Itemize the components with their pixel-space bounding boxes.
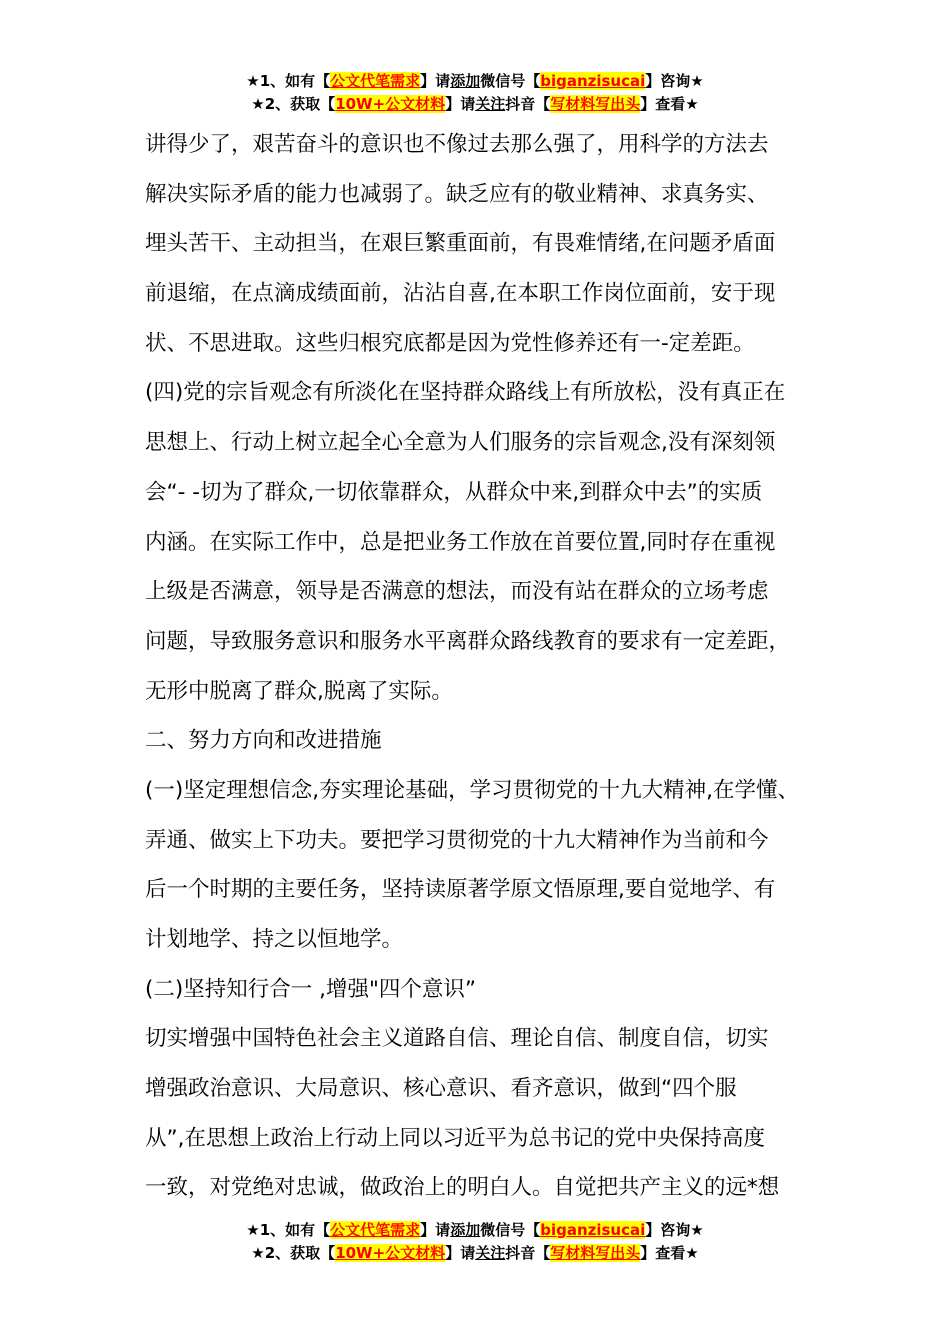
text-line: 一致，对党绝对忠诚，做政治上的明白人。自觉把共产主义的远*想	[145, 1175, 780, 1201]
text-line: 讲得少了，艰苦奋斗的意识也不像过去那么强了，用科学的方法去	[145, 132, 769, 157]
banner-line-1	[0, 70, 950, 93]
banner-text: 】请	[445, 95, 476, 113]
underlined-add: 添加	[450, 1221, 481, 1239]
highlight-wechat-id: biganzisucai	[540, 1221, 646, 1239]
banner-text: 抖音【	[505, 95, 551, 113]
text-line: 解决实际矛盾的能力也减弱了。缺乏应有的敬业精神、求真务实、	[145, 181, 769, 207]
text-line: 思想上、行动上树立起全心全意为人们服务的宗旨观念,没有深刻领	[145, 430, 776, 456]
underlined-add: 添加	[450, 72, 481, 90]
text-line: 切实增强中国特色社会主义道路自信、理论自信、制度自信，切实	[145, 1026, 769, 1052]
text-line: 会“- -切为了群众,一切依靠群众，从群众中来,到群众中去”的实质	[145, 479, 763, 505]
text-line: 前退缩，在点滴成绩面前，沾沾自喜,在本职工作岗位面前，安于现	[145, 281, 776, 307]
subsection-heading-1: (一)坚定理想信念,夯实理论基础，学习贯彻党的十九大精神,在学懂、	[145, 777, 799, 803]
banner-text: ★2、获取【	[251, 1244, 336, 1262]
text-line: 状、不思进取。这些归根究底都是因为党性修养还有一-定差距。	[145, 330, 755, 356]
underlined-follow: 关注	[475, 95, 506, 113]
banner-text: 】请	[420, 72, 451, 90]
banner-text: 】请	[445, 1244, 476, 1262]
banner-text: 】咨询★	[645, 1221, 704, 1239]
text-line: 内涵。在实际工作中，总是把业务工作放在首要位置,同时存在重视	[145, 529, 776, 555]
section-heading-4: (四)党的宗旨观念有所淡化在坚持群众路线上有所放松，没有真正在	[145, 380, 786, 406]
banner-text: 】请	[420, 1221, 451, 1239]
underlined-follow: 关注	[475, 1244, 506, 1262]
text-line: 问题，导致服务意识和服务水平离群众路线教育的要求有一定差距，	[145, 628, 791, 654]
footer-banner	[0, 1219, 950, 1265]
highlight-service-need: 公文代笔需求	[330, 72, 421, 90]
section-heading-2: 二、努力方向和改进措施	[145, 728, 382, 754]
header-banner	[0, 70, 950, 116]
banner-text: 】查看★	[640, 95, 699, 113]
banner-text: ★2、获取【	[251, 95, 336, 113]
text-line: 增强政治意识、大局意识、核心意识、看齐意识，做到“四个服	[145, 1076, 737, 1102]
banner-text: 微信号【	[480, 1221, 541, 1239]
document-body	[145, 120, 835, 1213]
banner-text: 】咨询★	[645, 72, 704, 90]
highlight-douyin-account: 写材料写出头	[550, 95, 641, 113]
text-line: 上级是否满意，领导是否满意的想法，而没有站在群众的立场考虑	[145, 579, 769, 605]
highlight-materials: 10W+公文材料	[335, 95, 446, 113]
text-line: 弄通、做实上下功夫。要把学习贯彻党的十九大精神作为当前和今	[145, 827, 769, 853]
banner-line-1	[0, 1219, 950, 1242]
text-line: 从”,在思想上政治上行动上同以习近平为总书记的党中央保持高度	[145, 1125, 765, 1151]
highlight-service-need: 公文代笔需求	[330, 1221, 421, 1239]
text-line: 后一个时期的主要任务，坚持读原著学原文悟原理,要自觉地学、有	[145, 877, 776, 903]
text-line: 计划地学、持之以恒地学。	[145, 927, 404, 952]
banner-text: 】查看★	[640, 1244, 699, 1262]
highlight-materials: 10W+公文材料	[335, 1244, 446, 1262]
banner-text: ★1、如有【	[246, 72, 331, 90]
highlight-wechat-id: biganzisucai	[540, 72, 646, 90]
highlight-douyin-account: 写材料写出头	[550, 1244, 641, 1262]
banner-text: 抖音【	[505, 1244, 551, 1262]
banner-line-2	[0, 93, 950, 116]
text-line: 埋头苦干、主动担当，在艰巨繁重面前，有畏难情绪,在问题矛盾面	[145, 231, 776, 257]
banner-text: ★1、如有【	[246, 1221, 331, 1239]
subsection-heading-2: (二)坚持知行合一 ,增强"四个意识”	[145, 976, 476, 1002]
banner-text: 微信号【	[480, 72, 541, 90]
banner-line-2	[0, 1242, 950, 1265]
text-line: 无形中脱离了群众,脱离了实际。	[145, 678, 453, 704]
